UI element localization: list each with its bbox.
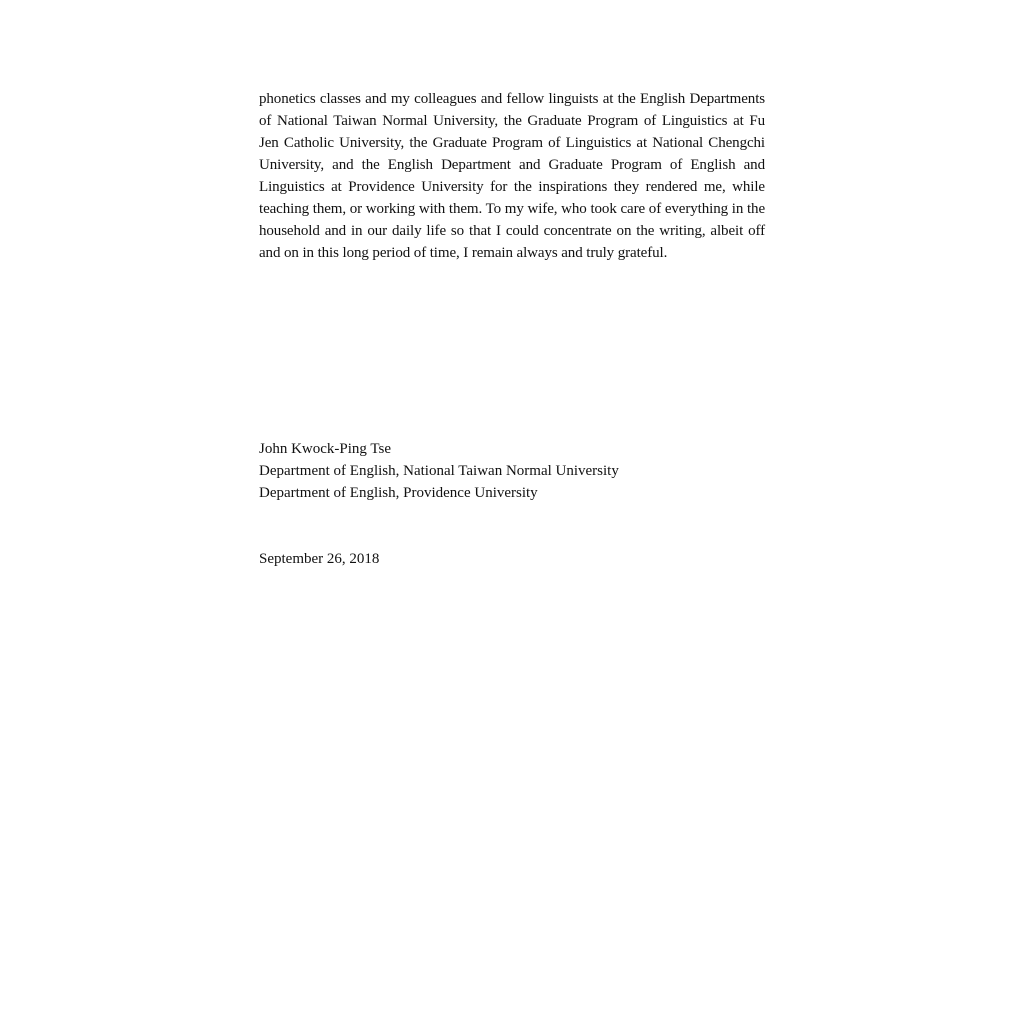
paragraph-line: teaching them, or working with them. To my wife, who took care of everything in the — [259, 201, 765, 217]
paragraph-line: National Taiwan Normal University, the Graduate Program of Linguistics at Fu Jen — [259, 113, 765, 151]
paragraph-line: Linguistics at Providence University for the inspirations they rendered me, while — [259, 179, 765, 195]
paragraph-line: household and in our daily life so that I could concentrate on the writing, albeit off and — [259, 223, 765, 261]
signature-block — [259, 438, 765, 504]
paragraph-line: Catholic University, the Graduate Program of Linguistics at National Chengchi — [283, 135, 765, 151]
paragraph-line: on in this long period of time, I remain always and truly grateful. — [284, 245, 668, 261]
author-affiliation-providence: Department of English, Providence University — [259, 485, 538, 501]
paragraph-line: phonetics classes and my colleagues and fellow linguists at the English Departments of — [259, 91, 765, 129]
paragraph-line: University, and the English Department and Graduate Program of English and — [259, 157, 765, 173]
acknowledgement-paragraph — [259, 88, 765, 264]
document-date: September 26, 2018 — [259, 551, 380, 567]
author-name: John Kwock-Ping Tse — [259, 441, 392, 457]
author-affiliation-ntnu: Department of English, National Taiwan Normal University — [259, 463, 619, 479]
